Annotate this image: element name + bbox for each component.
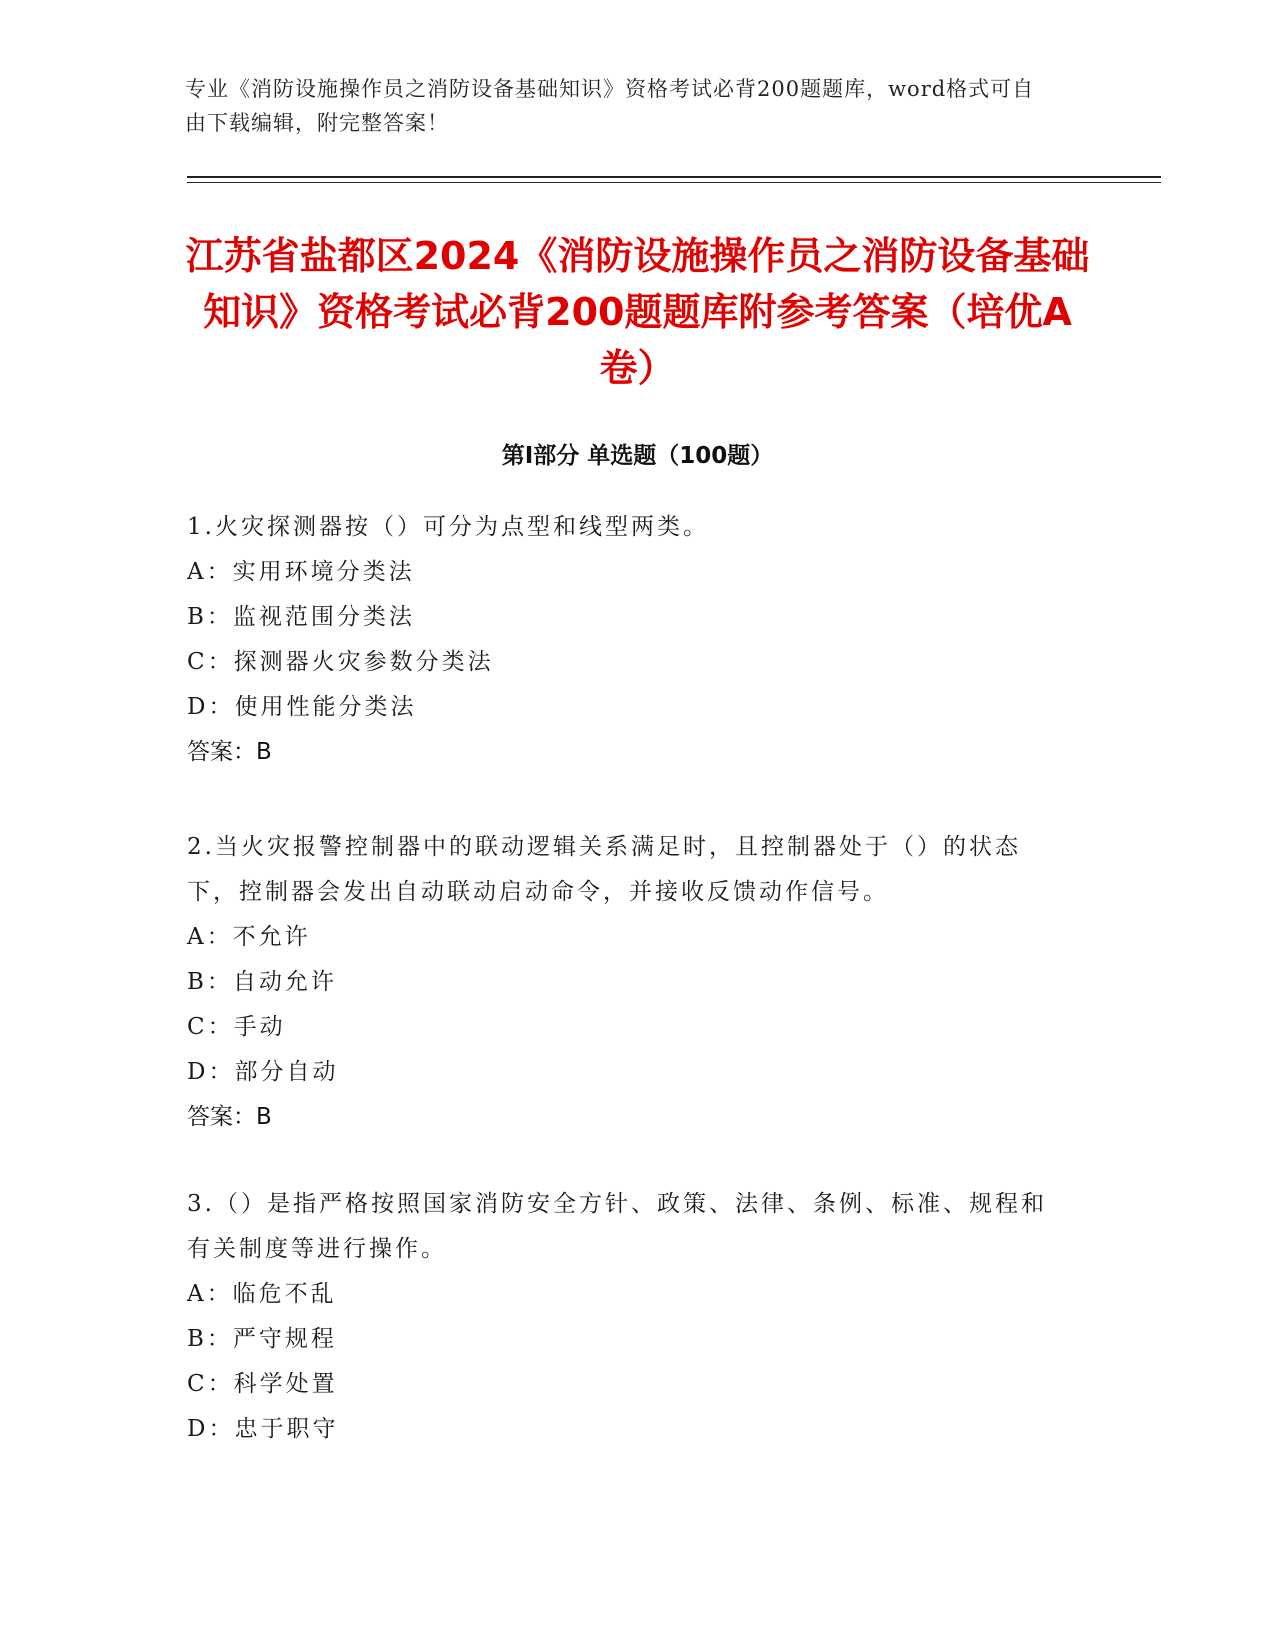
- option-a: A：临危不乱: [187, 1281, 337, 1307]
- header-note: 专业《消防设施操作员之消防设备基础知识》资格考试必背200题题库，word格式可自由下载编辑，附完整答案！: [185, 77, 1035, 135]
- option-b: B：严守规程: [187, 1326, 337, 1352]
- question-3: [187, 1182, 1067, 1452]
- option-d: D：部分自动: [187, 1059, 339, 1085]
- option-b: B：自动允许: [187, 969, 337, 995]
- option-c: C：科学处置: [187, 1371, 338, 1397]
- header-divider: [187, 176, 1161, 178]
- answer-line: 答案：B: [187, 739, 272, 765]
- question-stem: 1.火灾探测器按（）可分为点型和线型两类。: [187, 514, 709, 540]
- option-a: A：不允许: [187, 924, 311, 950]
- header-divider-thin: [187, 182, 1161, 183]
- section-heading: 第I部分 单选题（100题）: [501, 443, 774, 469]
- option-d: D：使用性能分类法: [187, 694, 417, 720]
- answer-line: 答案：B: [187, 1104, 272, 1130]
- document-title: 江苏省盐都区2024《消防设施操作员之消防设备基础知识》资格考试必背200题题库附参考答案（培优A卷）: [185, 234, 1090, 390]
- option-c: C：探测器火灾参数分类法: [187, 649, 494, 675]
- option-a: A：实用环境分类法: [187, 559, 415, 585]
- option-b: B：监视范围分类法: [187, 604, 415, 630]
- option-c: C：手动: [187, 1014, 286, 1040]
- question-stem: 2.当火灾报警控制器中的联动逻辑关系满足时，且控制器处于（）的状态下，控制器会发出自动联动启动命令，并接收反馈动作信号。: [187, 834, 1021, 905]
- question-2: [187, 825, 1067, 1140]
- question-1: [187, 505, 1067, 775]
- option-d: D：忠于职守: [187, 1416, 339, 1442]
- question-stem: 3.（）是指严格按照国家消防安全方针、政策、法律、条例、标准、规程和有关制度等进行操作。: [187, 1191, 1047, 1262]
